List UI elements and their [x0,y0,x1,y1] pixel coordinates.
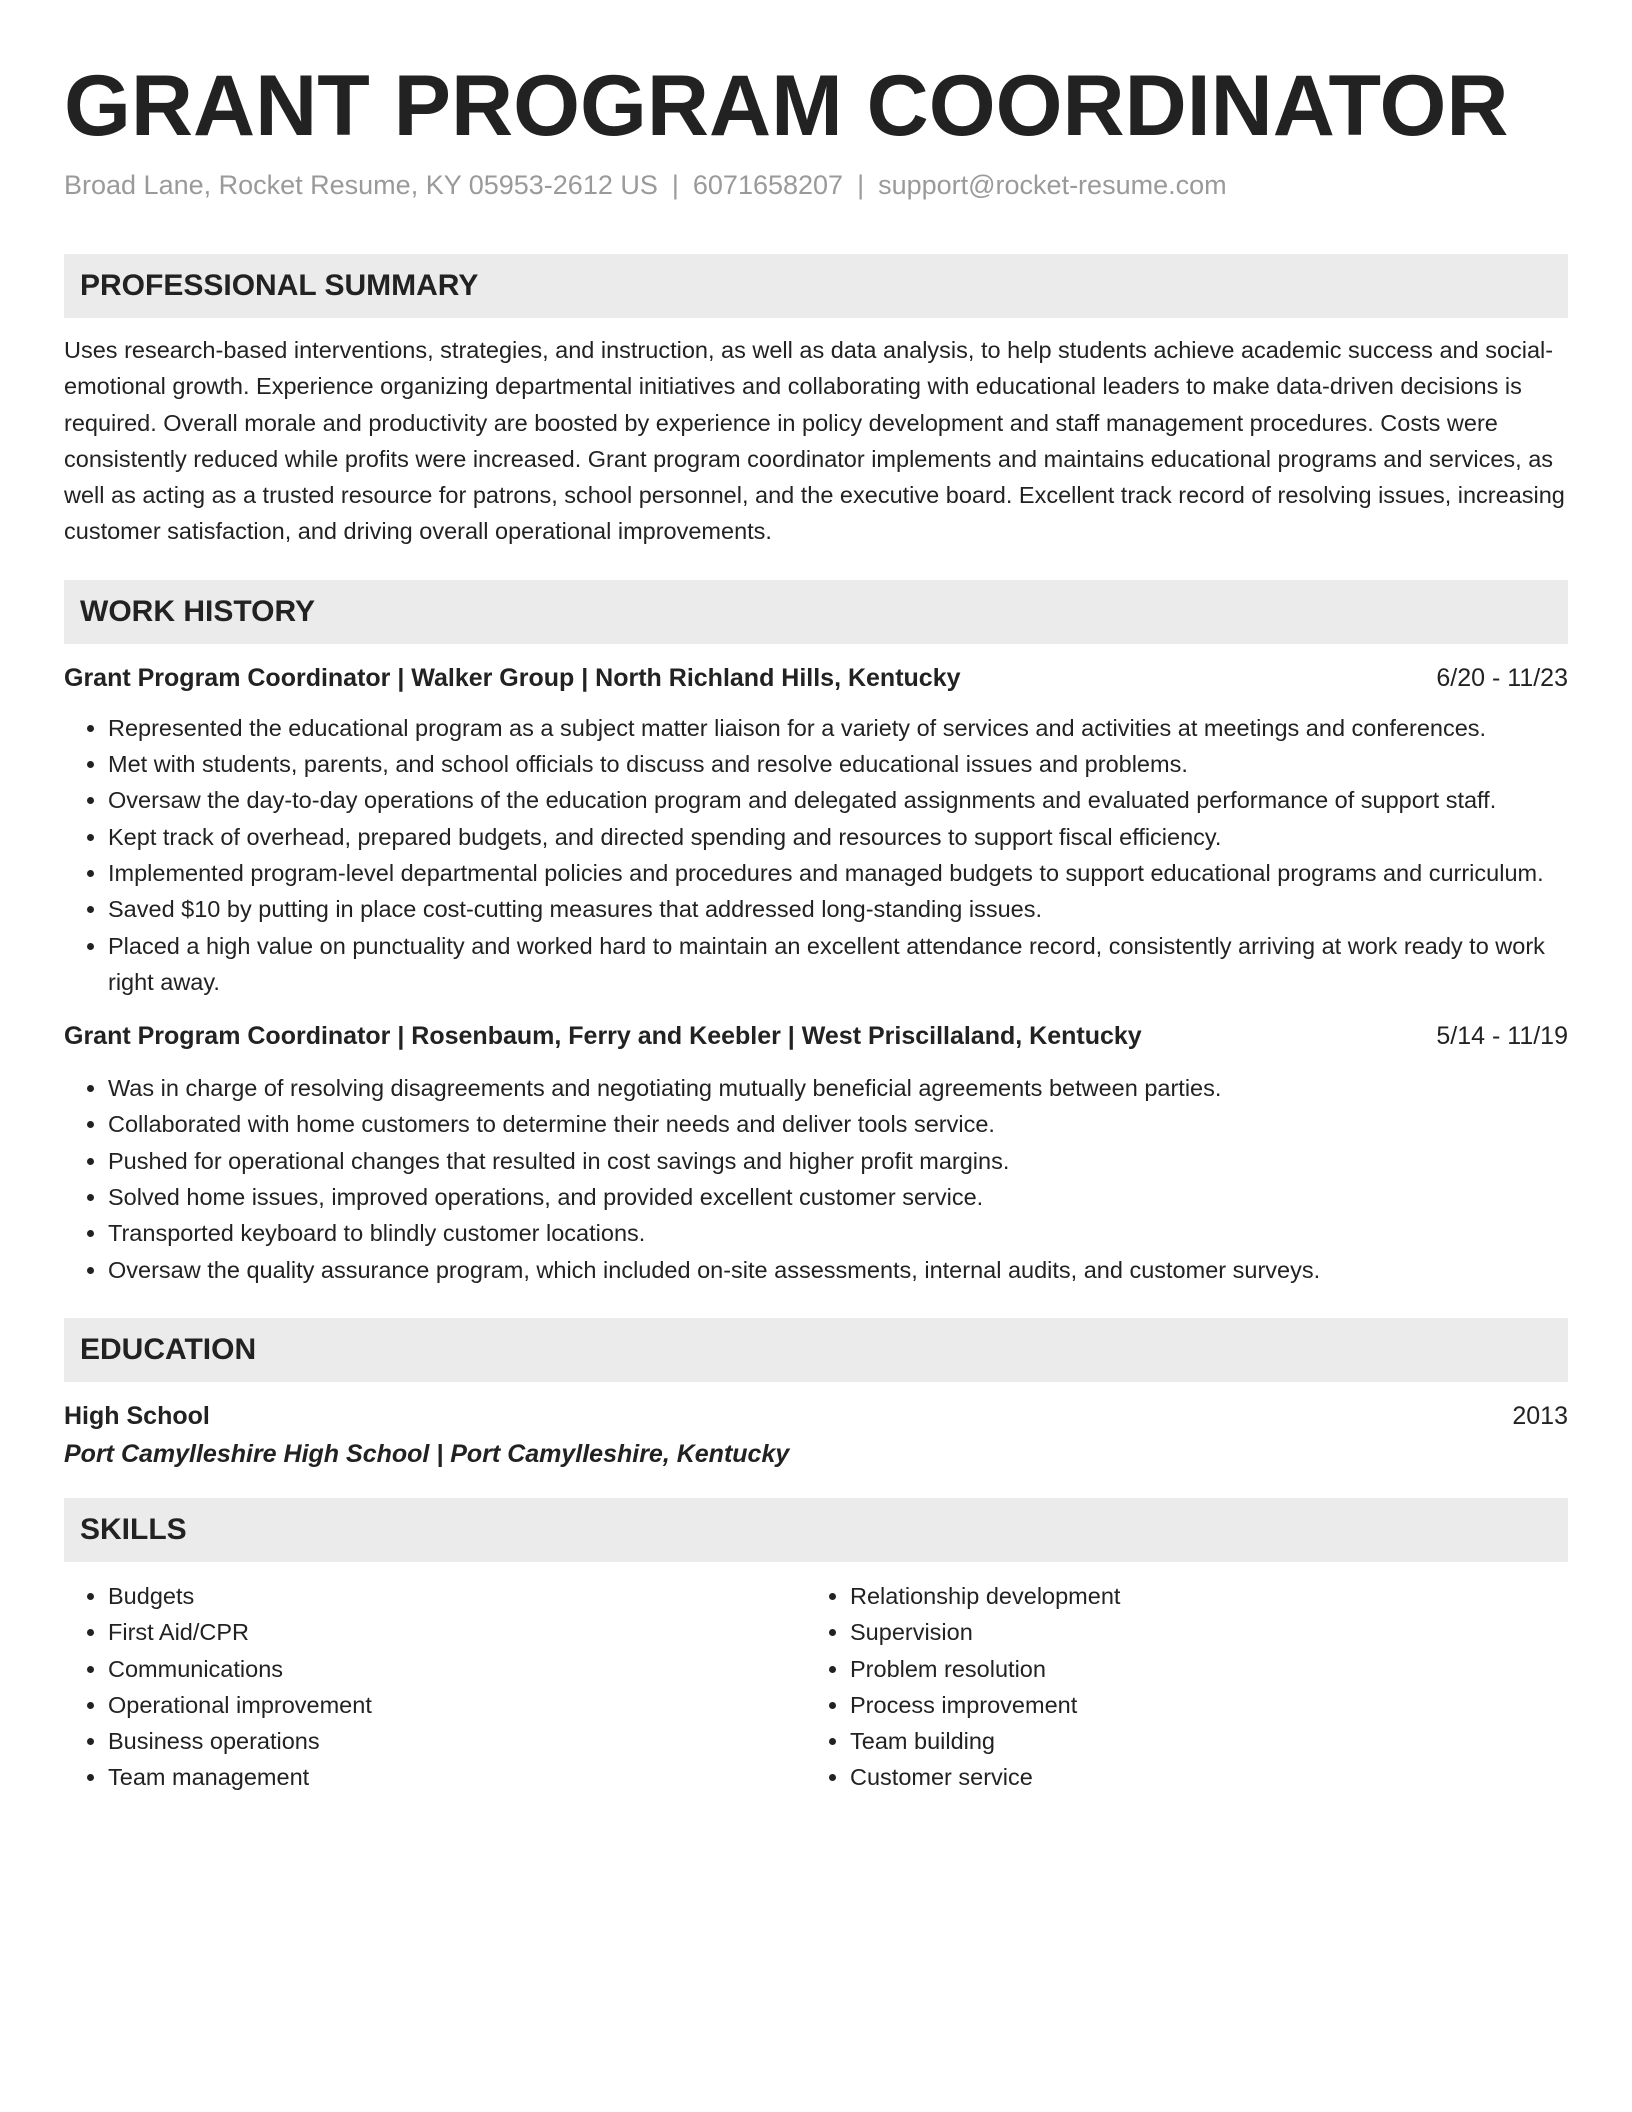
skills-grid [64,1578,1568,1796]
job-title: Grant Program Coordinator | Rosenbaum, Ferry and Keebler | West Priscillaland, Kentucky [64,1022,1142,1051]
skill-item: • Relationship development [850,1578,1502,1614]
section-heading-work-history: WORK HISTORY [64,580,1568,644]
contact-address: Broad Lane, Rocket Resume, KY 05953-2612 US [64,170,658,200]
job-dates: 6/20 - 11/23 [1436,663,1568,692]
skill-item: • Supervision [850,1614,1502,1650]
job-duty-item: • Was in charge of resolving disagreements and negotiating mutually beneficial agreements between parties. [108,1070,1568,1106]
summary-text: Uses research-based interventions, strategies, and instruction, as well as data analysis, to help students achieve academic success and social-emotional growth. Experience organizing departmental initiatives and collaborating with educational leaders to make data-driven decisions is required. Overall morale and productivity are boosted by experience in policy development and staff management procedures. Costs were consistently reduced while profits were increased. Grant program coordinator implements and maintains educational programs and services, as well as acting as a trusted resource for patrons, school personnel, and the executive board. Excellent track record of resolving issues, increasing customer satisfaction, and driving overall operational improvements. [64,337,1565,545]
job-title: Grant Program Coordinator | Walker Group | North Richland Hills, Kentucky [64,663,961,692]
section-heading-education: EDUCATION [64,1318,1568,1382]
job-duty-item: • Oversaw the quality assurance program, which included on-site assessments, internal audits, and customer surveys. [108,1252,1568,1288]
job-duties-list [64,1070,1568,1288]
job-duty-item: • Collaborated with home customers to determine their needs and deliver tools service. [108,1106,1568,1142]
job-duty-item: • Transported keyboard to blindly customer locations. [108,1215,1568,1251]
job-dates: 5/14 - 11/19 [1436,1022,1568,1051]
skill-item: • Operational improvement [108,1687,760,1723]
job-entry-header [64,660,1568,696]
skill-item: • Business operations [108,1723,760,1759]
skill-item: • Team building [850,1723,1502,1759]
job-duty-item: • Solved home issues, improved operations, and provided excellent customer service. [108,1179,1568,1215]
education-school: Port Camylleshire High School | Port Camylleshire, Kentucky [64,1439,790,1468]
job-duty-item: • Kept track of overhead, prepared budgets, and directed spending and resources to support fiscal efficiency. [108,819,1568,855]
section-heading-summary: PROFESSIONAL SUMMARY [64,254,1568,318]
job-duty-item: • Pushed for operational changes that resulted in cost savings and higher profit margins. [108,1143,1568,1179]
candidate-name: GRANT PROGRAM COORDINATOR [64,58,1509,154]
job-duty-item: • Saved $10 by putting in place cost-cutting measures that addressed long-standing issues. [108,891,1568,927]
skill-item: • First Aid/CPR [108,1614,760,1650]
job-duty-item: • Represented the educational program as a subject matter liaison for a variety of services and activities at meetings and conferences. [108,710,1568,746]
job-duty-item: • Implemented program-level departmental policies and procedures and managed budgets to support educational programs and curriculum. [108,855,1568,891]
contact-separator: | [857,170,865,200]
education-degree: High School [64,1401,210,1430]
contact-line [64,168,1568,202]
resume-page [64,0,1568,1796]
job-duties-list [64,710,1568,1000]
section-heading-skills: SKILLS [64,1498,1568,1562]
job-duty-item: • Placed a high value on punctuality and worked hard to maintain an excellent attendance record, consistently arriving at work ready to work right away. [108,928,1568,1001]
skill-item: • Problem resolution [850,1651,1502,1687]
skill-item: • Customer service [850,1759,1502,1795]
contact-phone: 6071658207 [692,170,844,200]
skill-item: • Communications [108,1651,760,1687]
job-entry-header [64,1018,1568,1054]
job-duty-item: • Met with students, parents, and school officials to discuss and resolve educational issues and problems. [108,746,1568,782]
job-duty-item: • Oversaw the day-to-day operations of the education program and delegated assignments and evaluated performance of support staff. [108,782,1568,818]
skills-list-right [806,1578,1502,1796]
skill-item: • Process improvement [850,1687,1502,1723]
skill-item: • Budgets [108,1578,760,1614]
skill-item: • Team management [108,1759,760,1795]
skills-list-left [64,1578,760,1796]
contact-email: support@rocket-resume.com [878,170,1227,200]
education-entry-header [64,1398,1568,1434]
education-year: 2013 [1512,1401,1568,1430]
contact-separator: | [671,170,679,200]
